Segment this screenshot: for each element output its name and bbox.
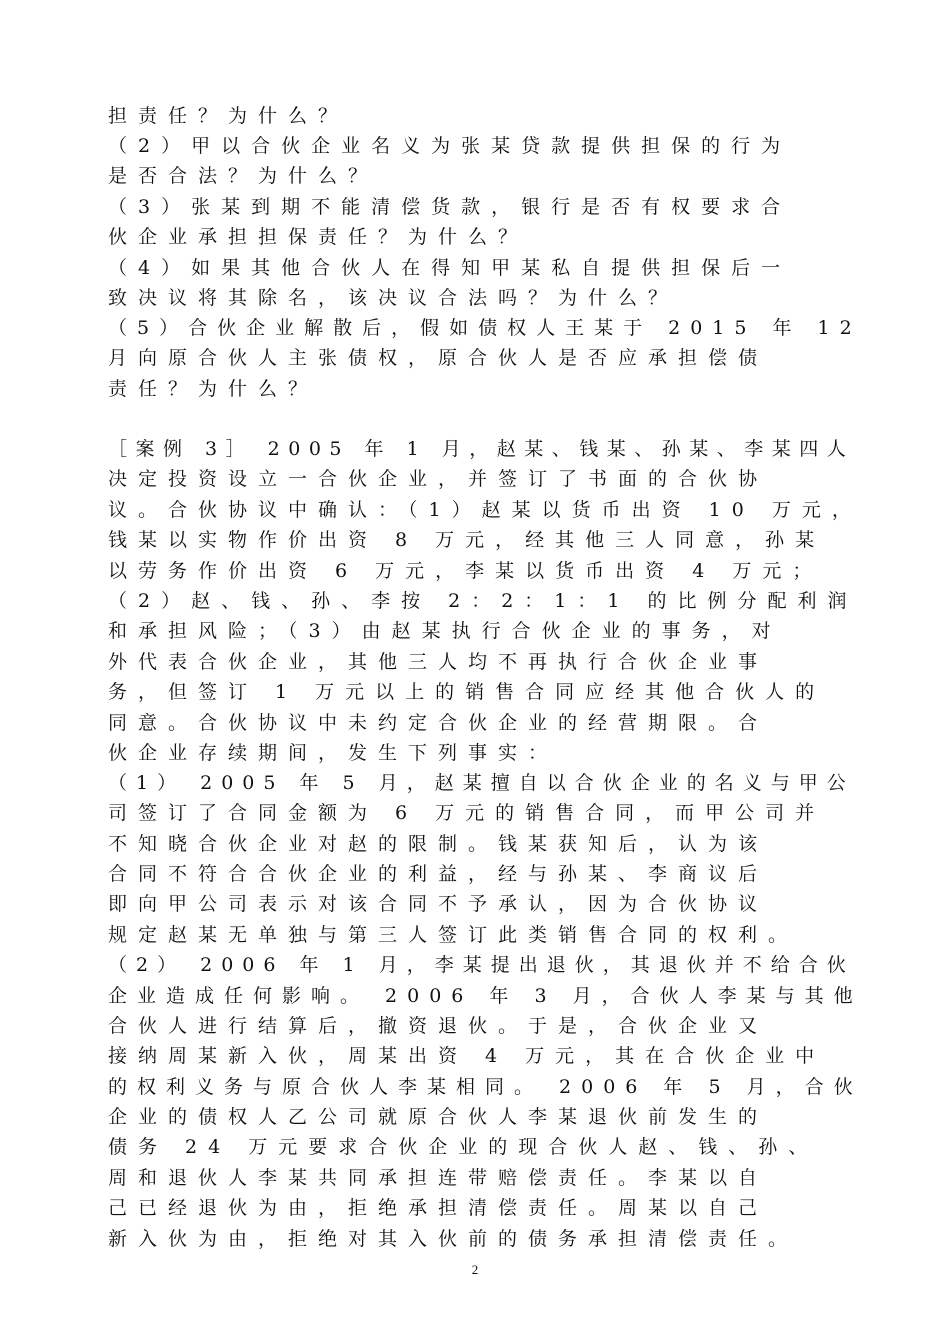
text-line: 致决议将其除名，该决议合法吗？为什么？ [108, 287, 679, 309]
text-line: 钱某以实物作价出资 8 万元，经其他三人同意，孙某 [108, 529, 826, 551]
text-line: （1） 2005 年 5 月，赵某擅自以合伙企业的名义与甲公 [108, 772, 855, 794]
text-line: 合伙人进行结算后，撤资退伙。于是，合伙企业又 [108, 1015, 769, 1037]
text-line: 司签订了合同金额为 6 万元的销售合同，而甲公司并 [108, 802, 826, 824]
text-line: 决定投资设立一合伙企业，并签订了书面的合伙协 [108, 468, 769, 490]
text-line: 是否合法？为什么？ [108, 165, 379, 187]
case-heading-line: ［案例 3］ 2005 年 1 月，赵某、钱某、孙某、李某四人 [108, 438, 855, 460]
text-line: 接纳周某新入伙，周某出资 4 万元，其在合伙企业中 [108, 1045, 826, 1067]
text-line: 外代表合伙企业，其他三人均不再执行合伙企业事 [108, 651, 769, 673]
text-line: 周和退伙人李某共同承担连带赔偿责任。李某以自 [108, 1167, 769, 1189]
text-line: 伙企业承担担保责任？为什么？ [108, 226, 529, 248]
text-line: （2）赵、钱、孙、李按 2：2：1：1 的比例分配利润 [108, 590, 858, 612]
text-line: 新入伙为由，拒绝对其入伙前的债务承担清偿责任。 [108, 1228, 799, 1250]
text-line: 规定赵某无单独与第三人签订此类销售合同的权利。 [108, 924, 799, 946]
text-line: 以劳务作价出资 6 万元，李某以货币出资 4 万元； [108, 560, 823, 582]
text-line: （5）合伙企业解散后，假如债权人王某于 2015 年 12 [108, 317, 862, 339]
text-line: （2）甲以合伙企业名义为张某贷款提供担保的行为 [108, 135, 792, 157]
text-line: 不知晓合伙企业对赵的限制。钱某获知后，认为该 [108, 833, 769, 855]
text-line: （3）张某到期不能清偿货款，银行是否有权要求合 [108, 196, 792, 218]
text-line: 即向甲公司表示对该合同不予承认，因为合伙协议 [108, 893, 769, 915]
text-line: 己已经退伙为由，拒绝承担清偿责任。周某以自己 [108, 1197, 769, 1219]
text-line: 合同不符合合伙企业的利益，经与孙某、李商议后 [108, 863, 769, 885]
text-line: 企业的债权人乙公司就原合伙人李某退伙前发生的 [108, 1106, 769, 1128]
text-line: 议。合伙协议中确认：（1）赵某以货币出资 10 万元， [108, 499, 862, 521]
page-number: 2 [471, 1262, 479, 1277]
text-line: 同意。合伙协议中未约定合伙企业的经营期限。合 [108, 712, 769, 734]
text-line: 企业造成任何影响。 2006 年 3 月，合伙人李某与其他 [108, 985, 863, 1007]
text-line: 和承担风险；（3）由赵某执行合伙企业的事务，对 [108, 620, 782, 642]
text-line: 月向原合伙人主张债权，原合伙人是否应承担偿债 [108, 347, 769, 369]
text-line: 债务 24 万元要求合伙企业的现合伙人赵、钱、孙、 [108, 1136, 819, 1158]
text-line: （2） 2006 年 1 月，李某提出退伙，其退伙并不给合伙 [108, 954, 855, 976]
text-line: （4）如果其他合伙人在得知甲某私自提供担保后一 [108, 257, 792, 279]
text-line: 担责任？为什么？ [108, 105, 349, 127]
text-line: 伙企业存续期间，发生下列事实： [108, 742, 559, 764]
text-line: 责任？为什么？ [108, 378, 319, 400]
text-line: 的权利义务与原合伙人李某相同。 2006 年 5 月，合伙 [108, 1076, 863, 1098]
text-line: 务，但签订 1 万元以上的销售合同应经其他合伙人的 [108, 681, 826, 703]
